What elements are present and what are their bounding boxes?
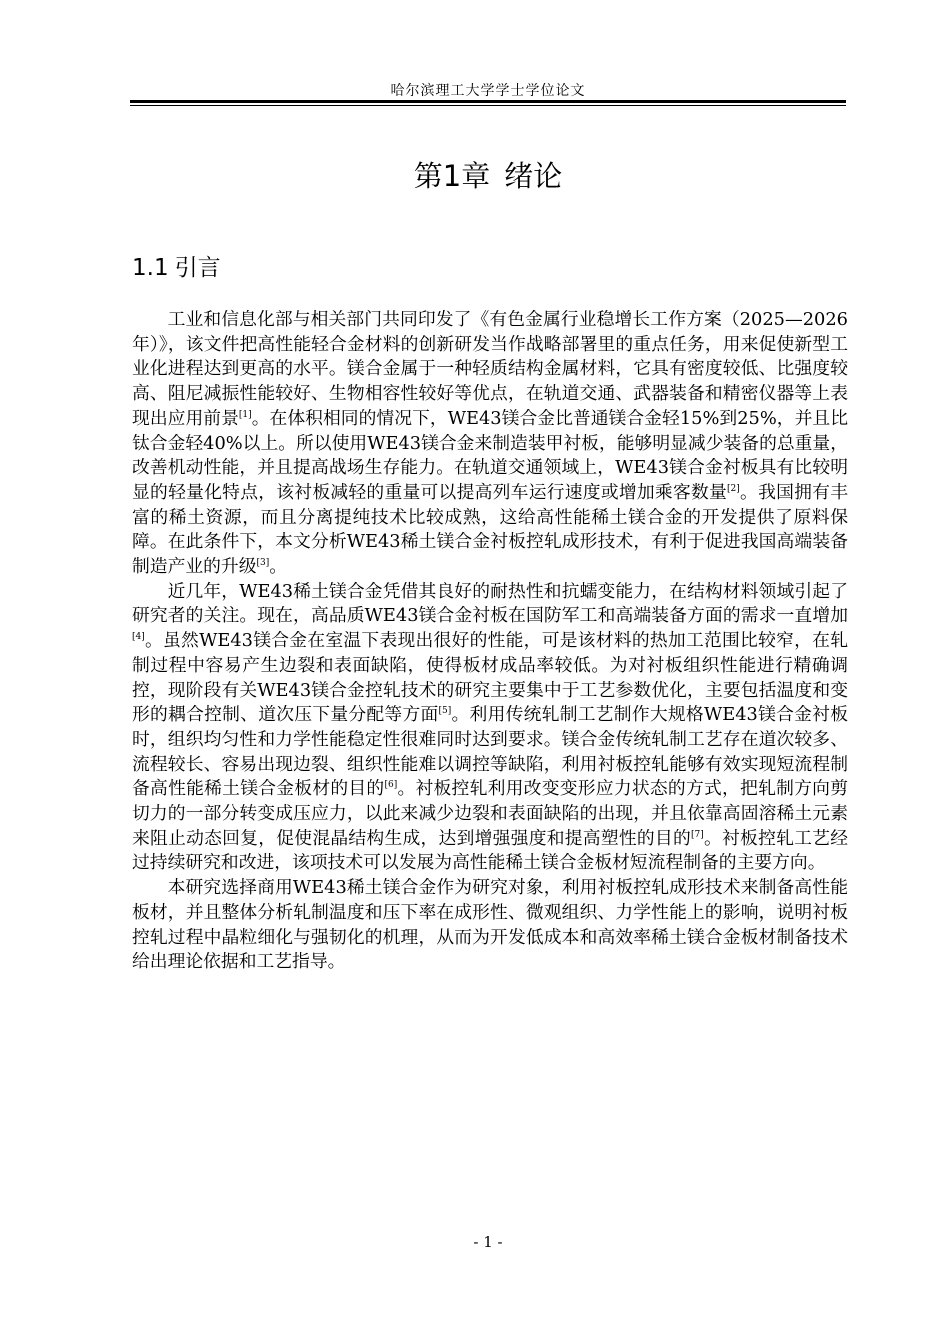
section-name: 引言 [174, 255, 221, 281]
chapter-name: 绪论 [504, 159, 563, 193]
citation-ref: [7] [690, 829, 704, 840]
paragraph-text: 。利用传统轧制工艺制作大规格WE43镁合金衬板时，组织均匀性和力学性能稳定性很难同时达到要求。镁合金传统轧制工艺存在道次较多、流程较长、容易出现边裂、组织性能难以调控等缺陷，利用衬板控轧能够有效实现短流程制备高性能稀土镁合金板材的目的 [132, 704, 848, 800]
section-number: 1.1 [132, 255, 169, 281]
paragraph-text: 。 [269, 556, 288, 578]
citation-ref: [4] [132, 632, 145, 643]
paragraph [132, 876, 848, 975]
citation-ref: [6] [384, 780, 398, 791]
paragraph-text: 工业和信息化部与相关部门共同印发了《有色金属行业稳增长工作方案（2025—2026年）》，该文件把高性能轻合金材料的创新研发当作战略部署里的重点任务，用来促使新型工业化进程达到更高的水平。镁合金属于一种轻质结构金属材料，它具有密度较低、比强度较高、阻尼减振性能较好、生物相容性较好等优点，在轨道交通、武器装备和精密仪器等上表现出应用前景 [132, 309, 848, 429]
chapter-title [130, 154, 846, 195]
paragraph-text: 。在体积相同的情况下，WE43镁合金比普通镁合金轻15%到25%，并且比钛合金轻40%以上。所以使用WE43镁合金来制造装甲衬板，能够明显减少装备的总重量，改善机动性能，并且提高战场生存能力。在轨道交通领域上，WE43镁合金衬板具有比较明显的轻量化特点，该衬板减轻的重量可以提高列车运行速度或增加乘客数量 [132, 407, 848, 503]
section-heading [132, 249, 221, 282]
chapter-number: 第1章 [413, 159, 491, 193]
page-number: - 1 - [473, 1233, 503, 1251]
running-header: 哈尔滨理工大学学士学位论文 [390, 83, 586, 99]
paragraph-text: 。虽然WE43镁合金在室温下表现出很好的性能，可是该材料的热加工范围比较窄，在轧制过程中容易产生边裂和表面缺陷，使得板材成品率较低。为对衬板组织性能进行精确调控，现阶段有关WE43镁合金控轧技术的研究主要集中于工艺参数优化，主要包括温度和变形的耦合控制、道次压下量分配等方面 [132, 630, 848, 726]
paragraph-text: 。衬板控轧利用改变变形应力状态的方式，把轧制方向剪切力的一部分转变成压应力，以此来减少边裂和表面缺陷的出现，并且依靠高固溶稀土元素来阻止动态回复，促使混晶结构生成，达到增强强度和提高塑性的目的 [132, 778, 848, 849]
paragraph [132, 580, 848, 876]
paragraph-text: 本研究选择商用WE43稀土镁合金作为研究对象，利用衬板控轧成形技术来制备高性能板材，并且整体分析轧制温度和压下率在成形性、微观组织、力学性能上的影响，说明衬板控轧过程中晶粒细化与强韧化的机理，从而为开发低成本和高效率稀土镁合金板材制备技术给出理论依据和工艺指导。 [132, 877, 848, 973]
citation-ref: [3] [256, 558, 270, 569]
citation-ref: [1] [238, 409, 252, 420]
paragraph-text: 近几年，WE43稀土镁合金凭借其良好的耐热性和抗蠕变能力，在结构材料领域引起了研究者的关注。现在，高品质WE43镁合金衬板在国防军工和高端装备方面的需求一直增加 [132, 580, 848, 627]
body-text [132, 308, 848, 975]
paragraph-text: 。我国拥有丰富的稀土资源，而且分离提纯技术比较成熟，这给高性能稀土镁合金的开发提供了原料保障。在此条件下，本文分析WE43稀土镁合金衬板控轧成形技术，有利于促进我国高端装备制造产业的升级 [132, 481, 848, 578]
citation-ref: [2] [727, 484, 740, 494]
paragraph [132, 308, 848, 580]
header-rule [130, 100, 846, 106]
citation-ref: [5] [438, 706, 452, 717]
paragraph-text: 。衬板控轧工艺经过持续研究和改进，该项技术可以发展为高性能稀土镁合金板材短流程制备的主要方向。 [132, 827, 848, 874]
